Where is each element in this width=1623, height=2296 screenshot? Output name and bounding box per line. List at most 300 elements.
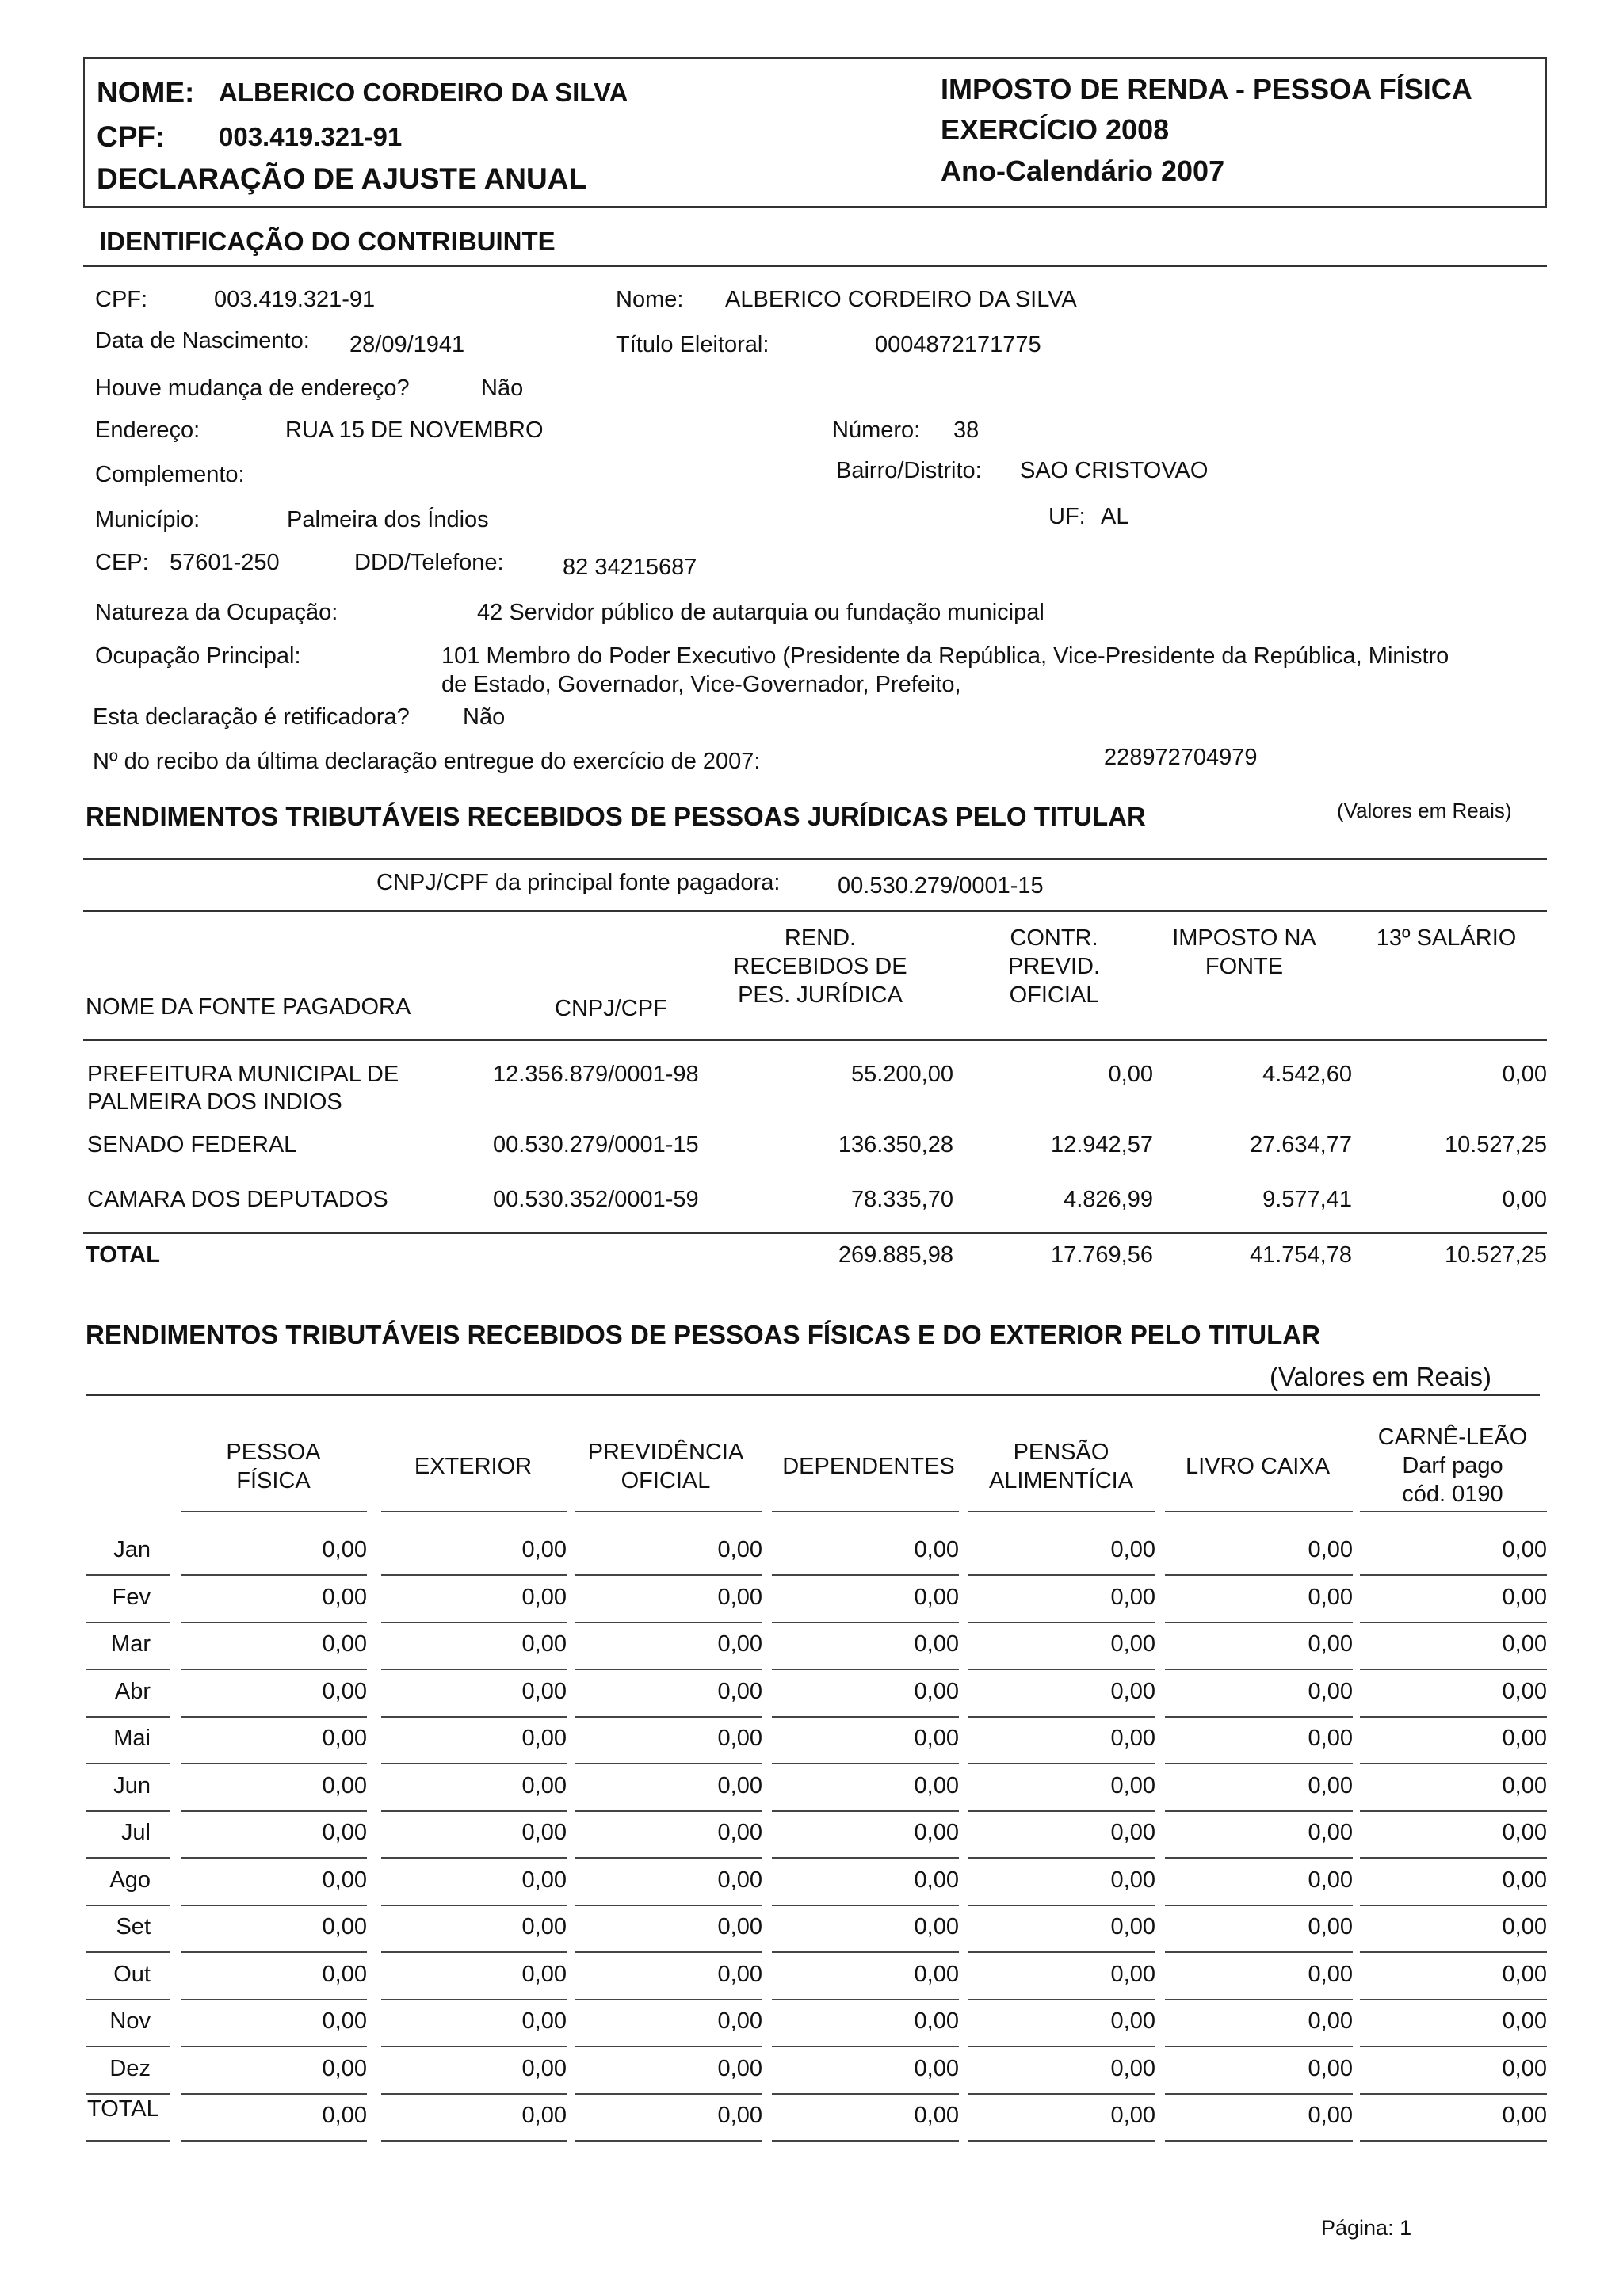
- cell-underline: [86, 1810, 170, 1812]
- col-contr-line: CONTR.: [1010, 925, 1098, 951]
- total-contr: 17.769,56: [1050, 1242, 1153, 1268]
- cell-underline: [381, 1669, 567, 1670]
- fonte-rend: 78.335,70: [850, 1187, 953, 1212]
- month-value: 0,00: [914, 2008, 959, 2034]
- cell-underline: [181, 1622, 367, 1623]
- col-pessoa-fisica: [181, 1438, 366, 1495]
- col-rend-line: REND.: [784, 925, 857, 951]
- month-value: 0,00: [1110, 2008, 1155, 2034]
- recibo-value: 228972704979: [1104, 745, 1258, 770]
- month-value: 0,00: [1110, 1962, 1155, 1987]
- uf-value: AL: [1101, 504, 1129, 529]
- month-value: 0,00: [914, 1726, 959, 1751]
- month-value: 0,00: [1308, 2056, 1353, 2081]
- month-value: 0,00: [521, 1962, 567, 1987]
- header-underline: [968, 1511, 1155, 1512]
- cell-underline: [86, 1905, 170, 1906]
- cell-underline: [86, 1951, 170, 1953]
- cell-underline: [968, 1999, 1155, 2000]
- cell-underline: [772, 1999, 959, 2000]
- col-nome-fonte: NOME DA FONTE PAGADORA: [86, 994, 411, 1020]
- month-label: Dez: [109, 2056, 151, 2081]
- cell-underline: [575, 1574, 762, 1576]
- cell-underline: [968, 2140, 1155, 2142]
- month-value: 0,00: [322, 1537, 367, 1562]
- month-value: 0,00: [717, 1867, 762, 1893]
- cell-underline: [86, 1763, 170, 1764]
- col-13-salario: [1363, 924, 1529, 952]
- month-value: 0,00: [1502, 1679, 1547, 1704]
- month-value: 0,00: [717, 2056, 762, 2081]
- col-contr-previd: [967, 924, 1141, 1009]
- cell-underline: [181, 1669, 367, 1670]
- month-label: Jan: [113, 1537, 151, 1562]
- cell-underline: [772, 1905, 959, 1906]
- month-value: 0,00: [914, 1773, 959, 1798]
- recibo-label: Nº do recibo da última declaração entregue do exercício de 2007:: [93, 749, 761, 774]
- cell-underline: [968, 1905, 1155, 1906]
- month-value: 0,00: [717, 1726, 762, 1751]
- mudanca-value: Não: [481, 376, 524, 401]
- total-13: 10.527,25: [1444, 1242, 1547, 1268]
- cell-underline: [1360, 1716, 1547, 1718]
- col-livro-line: LIVRO CAIXA: [1185, 1454, 1331, 1479]
- numero-value: 38: [953, 418, 980, 443]
- month-value: 0,00: [521, 1914, 567, 1939]
- retificadora-label: Esta declaração é retificadora?: [93, 704, 410, 730]
- month-value: 0,00: [521, 2008, 567, 2034]
- numero-label: Número:: [832, 418, 921, 443]
- cell-underline: [1165, 2046, 1353, 2047]
- month-value: 0,00: [717, 1631, 762, 1657]
- divider: [83, 1232, 1547, 1234]
- cell-underline: [1165, 2093, 1353, 2095]
- fonte-13: 0,00: [1502, 1187, 1547, 1212]
- month-value: 0,00: [521, 1537, 567, 1562]
- cell-underline: [86, 1857, 170, 1859]
- month-value: 0,00: [1502, 1914, 1547, 1939]
- cell-underline: [381, 1999, 567, 2000]
- cell-underline: [86, 2093, 170, 2095]
- month-value: 0,00: [717, 1537, 762, 1562]
- col-carne-leao: [1360, 1423, 1545, 1508]
- col-exterior: [380, 1452, 566, 1481]
- month-value: 0,00: [914, 2056, 959, 2081]
- divider: [83, 1039, 1547, 1041]
- cell-underline: [181, 2046, 367, 2047]
- cell-underline: [381, 1857, 567, 1859]
- col-carne-line: cód. 0190: [1402, 1482, 1503, 1507]
- month-value: 0,00: [322, 1631, 367, 1657]
- cell-underline: [1165, 1810, 1353, 1812]
- month-value: 0,00: [322, 1914, 367, 1939]
- cell-underline: [575, 2140, 762, 2142]
- cell-underline: [968, 1857, 1155, 1859]
- month-value: 0,00: [914, 1679, 959, 1704]
- uf-label: UF:: [1048, 504, 1086, 529]
- month-value: 0,00: [1110, 1679, 1155, 1704]
- cell-underline: [1360, 1669, 1547, 1670]
- ano-calendario: Ano-Calendário 2007: [941, 154, 1225, 187]
- titulo-label: Título Eleitoral:: [616, 332, 769, 357]
- month-value: 0,00: [1110, 1537, 1155, 1562]
- fonte-cnpj: 12.356.879/0001-98: [493, 1062, 699, 1087]
- month-value: 0,00: [914, 2103, 959, 2128]
- month-value: 0,00: [322, 1585, 367, 1610]
- col-pessoa-line: PESSOA: [226, 1440, 321, 1465]
- month-value: 0,00: [717, 1773, 762, 1798]
- cell-underline: [381, 2093, 567, 2095]
- fonte-13: 10.527,25: [1444, 1132, 1547, 1158]
- month-label: Fev: [112, 1585, 151, 1610]
- month-value: 0,00: [1110, 1867, 1155, 1893]
- telefone-label: DDD/Telefone:: [354, 550, 504, 575]
- cell-underline: [86, 2046, 170, 2047]
- col-carne-line: CARNÊ-LEÃO: [1377, 1425, 1528, 1450]
- ocupacao-line-1: 101 Membro do Poder Executivo (Presidente da República, Vice-Presidente da República, Ministro: [441, 643, 1449, 669]
- cell-underline: [575, 1763, 762, 1764]
- header-cpf: 003.419.321-91: [219, 122, 403, 151]
- cell-underline: [772, 1810, 959, 1812]
- col-13-line: 13º SALÁRIO: [1376, 925, 1517, 951]
- col-pensao-line: PENSÃO: [1013, 1440, 1109, 1465]
- fonte-nome: CAMARA DOS DEPUTADOS: [87, 1187, 388, 1212]
- fonte-nome: PREFEITURA MUNICIPAL DE: [87, 1062, 399, 1087]
- month-value: 0,00: [1308, 1679, 1353, 1704]
- cell-underline: [772, 1763, 959, 1764]
- month-value: 0,00: [1502, 1631, 1547, 1657]
- cell-underline: [181, 1763, 367, 1764]
- header-underline: [381, 1511, 567, 1512]
- cell-underline: [1360, 2046, 1547, 2047]
- divider: [83, 858, 1547, 860]
- month-value: 0,00: [914, 1585, 959, 1610]
- total-label: TOTAL: [86, 1242, 160, 1268]
- col-pessoa-line: FÍSICA: [236, 1468, 311, 1493]
- cell-underline: [1165, 1857, 1353, 1859]
- cell-underline: [968, 2093, 1155, 2095]
- header-underline: [181, 1511, 367, 1512]
- month-value: 0,00: [322, 2103, 367, 2128]
- retificadora-value: Não: [463, 704, 506, 730]
- month-value: 0,00: [1502, 2103, 1547, 2128]
- header-underline: [1165, 1511, 1353, 1512]
- month-value: 0,00: [322, 2056, 367, 2081]
- nome-field-label: Nome:: [616, 287, 684, 312]
- declaracao-title: DECLARAÇÃO DE AJUSTE ANUAL: [97, 162, 587, 195]
- col-cnpj: CNPJ/CPF: [555, 996, 667, 1021]
- month-value: 0,00: [521, 1867, 567, 1893]
- cell-underline: [1360, 2140, 1547, 2142]
- section-pf: RENDIMENTOS TRIBUTÁVEIS RECEBIDOS DE PESSOAS FÍSICAS E DO EXTERIOR PELO TITULAR: [86, 1320, 1320, 1349]
- exercicio: EXERCÍCIO 2008: [941, 113, 1170, 146]
- cell-underline: [1165, 1622, 1353, 1623]
- month-label: Jul: [120, 1820, 151, 1845]
- cell-underline: [381, 1905, 567, 1906]
- cell-underline: [381, 2140, 567, 2142]
- principal-fonte-label: CNPJ/CPF da principal fonte pagadora:: [376, 870, 781, 895]
- cep-value: 57601-250: [170, 550, 280, 575]
- col-pensao: [968, 1438, 1154, 1495]
- cell-underline: [575, 1810, 762, 1812]
- fonte-rend: 55.200,00: [850, 1062, 953, 1087]
- cell-underline: [772, 2046, 959, 2047]
- cell-underline: [181, 1810, 367, 1812]
- cell-underline: [86, 1574, 170, 1576]
- month-value: 0,00: [1502, 1867, 1547, 1893]
- cell-underline: [772, 2140, 959, 2142]
- cell-underline: [772, 1716, 959, 1718]
- municipio-value: Palmeira dos Índios: [287, 507, 489, 532]
- cell-underline: [1360, 1951, 1547, 1953]
- cpf-label: CPF:: [97, 120, 166, 153]
- bairro-value: SAO CRISTOVAO: [1020, 458, 1209, 483]
- month-value: 0,00: [322, 1962, 367, 1987]
- month-value: 0,00: [1502, 1962, 1547, 1987]
- month-value: 0,00: [1308, 1773, 1353, 1798]
- month-value: 0,00: [1502, 1820, 1547, 1845]
- month-label: Set: [116, 1914, 151, 1939]
- month-value: 0,00: [1110, 1585, 1155, 1610]
- month-value: 0,00: [1308, 1914, 1353, 1939]
- cell-underline: [968, 1669, 1155, 1670]
- month-value: 0,00: [1110, 1820, 1155, 1845]
- divider: [86, 1394, 1540, 1396]
- col-imposto-line: IMPOSTO NA: [1172, 925, 1316, 951]
- month-value: 0,00: [914, 1537, 959, 1562]
- cell-underline: [381, 1763, 567, 1764]
- col-contr-line: PREVID.: [1007, 954, 1101, 979]
- month-label: Out: [113, 1962, 151, 1987]
- fonte-cnpj: 00.530.279/0001-15: [493, 1132, 699, 1158]
- cell-underline: [86, 2140, 170, 2142]
- col-previdencia: [573, 1438, 758, 1495]
- cell-underline: [575, 1622, 762, 1623]
- col-prev-line: PREVIDÊNCIA: [587, 1440, 744, 1465]
- month-label: Jun: [113, 1773, 151, 1798]
- cpf-field-label: CPF:: [95, 287, 148, 312]
- total-imposto: 41.754,78: [1249, 1242, 1352, 1268]
- month-value: 0,00: [1110, 2056, 1155, 2081]
- divider: [83, 265, 1547, 267]
- fonte-13: 0,00: [1502, 1062, 1547, 1087]
- page-number: Página: 1: [1321, 2216, 1412, 2240]
- col-contr-line: OFICIAL: [1009, 982, 1099, 1008]
- cell-underline: [772, 1857, 959, 1859]
- month-label: Mar: [111, 1631, 151, 1657]
- month-value: 0,00: [1110, 2103, 1155, 2128]
- month-value: 0,00: [1308, 1537, 1353, 1562]
- telefone-value: 82 34215687: [563, 555, 697, 580]
- natureza-label: Natureza da Ocupação:: [95, 600, 338, 625]
- fonte-contr: 12.942,57: [1050, 1132, 1153, 1158]
- nascimento-value: 28/09/1941: [349, 332, 465, 357]
- cell-underline: [575, 1669, 762, 1670]
- month-value: 0,00: [521, 1585, 567, 1610]
- cell-underline: [1165, 1716, 1353, 1718]
- cell-underline: [1165, 1763, 1353, 1764]
- titulo-value: 0004872171775: [875, 332, 1041, 357]
- fonte-contr: 4.826,99: [1064, 1187, 1153, 1212]
- month-value: 0,00: [521, 1726, 567, 1751]
- month-value: 0,00: [322, 1867, 367, 1893]
- cell-underline: [181, 1999, 367, 2000]
- cell-underline: [772, 1574, 959, 1576]
- cell-underline: [968, 1951, 1155, 1953]
- month-value: 0,00: [322, 1726, 367, 1751]
- month-value: 0,00: [1502, 1726, 1547, 1751]
- cell-underline: [86, 1622, 170, 1623]
- nome-field-value: ALBERICO CORDEIRO DA SILVA: [725, 287, 1077, 312]
- endereco-value: RUA 15 DE NOVEMBRO: [285, 418, 544, 443]
- cell-underline: [181, 1905, 367, 1906]
- cell-underline: [86, 1716, 170, 1718]
- month-value: 0,00: [521, 1773, 567, 1798]
- header-underline: [575, 1511, 762, 1512]
- cell-underline: [1165, 2140, 1353, 2142]
- cell-underline: [86, 1999, 170, 2000]
- cell-underline: [1360, 1622, 1547, 1623]
- fonte-imposto: 9.577,41: [1262, 1187, 1352, 1212]
- cell-underline: [772, 1622, 959, 1623]
- cell-underline: [1360, 1763, 1547, 1764]
- month-label: Ago: [109, 1867, 151, 1893]
- cpf-field-value: 003.419.321-91: [214, 287, 376, 312]
- header-underline: [1360, 1511, 1547, 1512]
- month-value: 0,00: [1502, 1537, 1547, 1562]
- cell-underline: [1360, 1574, 1547, 1576]
- month-value: 0,00: [521, 1679, 567, 1704]
- month-value: 0,00: [1308, 1585, 1353, 1610]
- cell-underline: [1360, 1999, 1547, 2000]
- cell-underline: [1165, 1905, 1353, 1906]
- month-value: 0,00: [1110, 1631, 1155, 1657]
- month-value: 0,00: [1110, 1773, 1155, 1798]
- cell-underline: [575, 2093, 762, 2095]
- cell-underline: [575, 1716, 762, 1718]
- fonte-imposto: 4.542,60: [1262, 1062, 1352, 1087]
- cell-underline: [86, 1669, 170, 1670]
- cell-underline: [575, 1999, 762, 2000]
- month-label: Mai: [113, 1726, 151, 1751]
- cell-underline: [968, 1622, 1155, 1623]
- month-value: 0,00: [1308, 1631, 1353, 1657]
- month-value: 0,00: [1110, 1914, 1155, 1939]
- cell-underline: [181, 2093, 367, 2095]
- col-rend-line: PES. JURÍDICA: [738, 982, 903, 1008]
- month-value: 0,00: [914, 1914, 959, 1939]
- cell-underline: [1165, 1951, 1353, 1953]
- month-value: 0,00: [1308, 2103, 1353, 2128]
- cell-underline: [575, 2046, 762, 2047]
- cell-underline: [1165, 1669, 1353, 1670]
- month-value: 0,00: [914, 1962, 959, 1987]
- cell-underline: [181, 1574, 367, 1576]
- month-value: 0,00: [521, 1820, 567, 1845]
- cell-underline: [381, 1810, 567, 1812]
- complemento-label: Complemento:: [95, 462, 245, 487]
- month-value: 0,00: [1110, 1726, 1155, 1751]
- col-dependentes-line: DEPENDENTES: [782, 1454, 955, 1479]
- cell-underline: [1360, 1857, 1547, 1859]
- month-value: 0,00: [914, 1820, 959, 1845]
- total-rend: 269.885,98: [838, 1242, 953, 1268]
- cell-underline: [1165, 1574, 1353, 1576]
- pf-valores-note: (Valores em Reais): [1270, 1362, 1491, 1391]
- col-dependentes: [769, 1452, 968, 1481]
- cell-underline: [968, 1810, 1155, 1812]
- fonte-rend: 136.350,28: [838, 1132, 953, 1158]
- cell-underline: [381, 1951, 567, 1953]
- bairro-label: Bairro/Distrito:: [836, 458, 982, 483]
- cell-underline: [575, 1951, 762, 1953]
- municipio-label: Município:: [95, 507, 200, 532]
- month-value: 0,00: [717, 1585, 762, 1610]
- cell-underline: [968, 2046, 1155, 2047]
- cell-underline: [181, 2140, 367, 2142]
- cell-underline: [181, 1716, 367, 1718]
- cell-underline: [381, 1622, 567, 1623]
- nome-label: NOME:: [97, 76, 195, 109]
- cell-underline: [968, 1763, 1155, 1764]
- fonte-contr: 0,00: [1108, 1062, 1153, 1087]
- month-value: 0,00: [1308, 1820, 1353, 1845]
- month-value: 0,00: [717, 2103, 762, 2128]
- natureza-value: 42 Servidor público de autarquia ou fundação municipal: [477, 600, 1044, 625]
- cell-underline: [381, 1716, 567, 1718]
- month-value: 0,00: [717, 2008, 762, 2034]
- cell-underline: [575, 1905, 762, 1906]
- month-value: 0,00: [322, 2008, 367, 2034]
- nascimento-label: Data de Nascimento:: [95, 328, 310, 353]
- section-identificacao: IDENTIFICAÇÃO DO CONTRIBUINTE: [99, 227, 556, 256]
- month-label: TOTAL: [87, 2096, 159, 2122]
- col-exterior-line: EXTERIOR: [414, 1454, 533, 1479]
- cell-underline: [181, 1951, 367, 1953]
- col-carne-line: Darf pago: [1402, 1453, 1503, 1478]
- month-value: 0,00: [914, 1867, 959, 1893]
- month-value: 0,00: [521, 1631, 567, 1657]
- fonte-cnpj: 00.530.352/0001-59: [493, 1187, 699, 1212]
- cell-underline: [381, 2046, 567, 2047]
- cell-underline: [772, 1951, 959, 1953]
- cell-underline: [968, 1574, 1155, 1576]
- month-value: 0,00: [521, 2056, 567, 2081]
- month-value: 0,00: [717, 1914, 762, 1939]
- month-value: 0,00: [717, 1679, 762, 1704]
- month-value: 0,00: [521, 2103, 567, 2128]
- fonte-imposto: 27.634,77: [1249, 1132, 1352, 1158]
- fonte-nome: PALMEIRA DOS INDIOS: [87, 1089, 342, 1115]
- header-nome: ALBERICO CORDEIRO DA SILVA: [219, 78, 628, 107]
- col-prev-line: OFICIAL: [621, 1468, 711, 1493]
- month-value: 0,00: [1308, 2008, 1353, 2034]
- col-imposto-line: FONTE: [1205, 954, 1284, 979]
- cell-underline: [772, 1669, 959, 1670]
- cell-underline: [1165, 1999, 1353, 2000]
- mudanca-label: Houve mudança de endereço?: [95, 376, 410, 401]
- cell-underline: [1360, 2093, 1547, 2095]
- month-value: 0,00: [1308, 1867, 1353, 1893]
- divider: [83, 910, 1547, 912]
- month-value: 0,00: [717, 1962, 762, 1987]
- col-imposto-fonte: [1157, 924, 1331, 981]
- cep-label: CEP:: [95, 550, 149, 575]
- endereco-label: Endereço:: [95, 418, 200, 443]
- cell-underline: [575, 1857, 762, 1859]
- month-label: Nov: [109, 2008, 151, 2034]
- col-rend: [729, 924, 911, 1009]
